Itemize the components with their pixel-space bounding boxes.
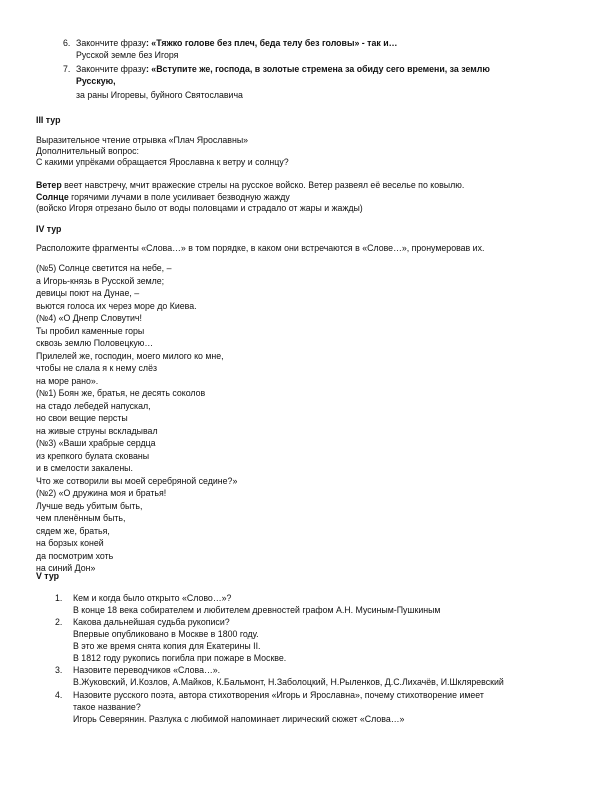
poem-line: вьются голоса их через море до Киева. [36,300,197,311]
tour5-item-question: Кем и когда было открыто «Слово…»? [73,593,232,603]
tour3-task: Выразительное чтение отрывка «Плач Ярославны» [36,135,249,145]
tour5-item-question-cont: такое название? [73,702,141,712]
q7-quote-1: : «Вступите же, господа, в золотые стремена за обиду сего времени, за землю [145,64,490,74]
tour5-item-answer: В конце 18 века собирателем и любителем древностей графом А.Н. Мусиным-Пушкиным [73,605,441,615]
tour5-item-answer: Впервые опубликовано в Москве в 1800 году. [73,629,259,639]
poem-line: Прилелей же, господин, моего милого ко мне, [36,350,224,361]
poem-line: девицы поют на Дунае, – [36,288,140,298]
poem-line: чем пленённым быть, [36,513,126,523]
tour5-item-answer: Игорь Северянин. Разлука с любимой напоминает лирический сюжет «Слова…» [73,714,405,724]
poem-line: сквозь землю Половецкую… [36,338,154,348]
tour3-sun-answer [36,192,290,203]
poem-line: сядем же, братья, [36,525,110,536]
tour5-item-question: Какова дальнейшая судьба рукописи? [73,617,230,627]
poem-line: (№3) «Ваши храбрые сердца [36,438,156,448]
q6-lead: Закончите фразу [76,38,146,48]
q6-answer: Русской земле без Игоря [76,50,179,60]
poem-line: но свои вещие персты [36,413,128,423]
tour5-heading: V тур [36,571,59,581]
poem-line: Лучше ведь убитым быть, [36,500,143,511]
tour3-question: С какими упрёками обращается Ярославна к ветру и солнцу? [36,157,289,167]
q7-lead: Закончите фразу [76,64,146,74]
q7-number: 7. [63,64,71,74]
poem-line: (№2) «О дружина моя и братья! [36,488,167,498]
poem-line: а Игорь-князь в Русской земле; [36,275,165,286]
poem-line: (№4) «О Днепр Словутич! [36,313,142,323]
poem-line: на живые струны вскладывал [36,425,158,436]
q7-answer: за раны Игоревы, буйного Святославича [76,90,243,100]
poem-line: на борзых коней [36,538,104,548]
poem-line: (№1) Боян же, братья, не десять соколов [36,388,206,398]
tour3-extra: Дополнительный вопрос: [36,146,139,156]
tour4-heading: IV тур [36,224,62,234]
q7-question [76,64,490,75]
tour5-item-number: 4. [55,690,63,700]
tour5-item-question: Назовите русского поэта, автора стихотворения «Игорь и Ярославна», почему стихотворение имеет [73,690,484,700]
wind-word: Ветер [36,180,62,190]
poem-line: да посмотрим хоть [36,550,114,561]
q6-question [76,38,397,49]
tour5-item-question: Назовите переводчиков «Слова…». [73,665,221,675]
poem-line: на стадо лебедей напускал, [36,400,151,411]
tour5-item-answer: В 1812 году рукопись погибла при пожаре в Москве. [73,653,287,663]
poem-line: (№5) Солнце светится на небе, – [36,263,172,273]
tour3-wind-answer [36,180,464,191]
tour5-item-number: 1. [55,593,63,603]
tour4-task: Расположите фрагменты «Слова…» в том порядке, в каком они встречаются в «Слове…», пронумеровав их. [36,243,485,253]
tour5-item-answer: В это же время снята копия для Екатерины II. [73,641,261,651]
tour5-item-answer: В.Жуковский, И.Козлов, А.Майков, К.Бальмонт, Н.Заболоцкий, Н.Рыленков, Д.С.Лихачёв, И.Шкляревский [73,677,504,687]
tour3-note: (войско Игоря отрезано было от воды половцами и страдало от жары и жажды) [36,203,363,213]
poem-line: на море рано». [36,375,99,386]
q7-quote-2: Русскую, [76,76,116,86]
poem-line: Что же сотворили вы моей серебряной седине?» [36,475,238,486]
poem-line: из крепкого булата скованы [36,450,150,461]
q6-quote: : «Тяжко голове без плеч, беда телу без головы» - так и… [145,38,398,48]
tour5-item-number: 2. [55,617,63,627]
poem-line: на синий Дон» [36,563,96,573]
poem-line: чтобы не слала я к нему слёз [36,363,157,373]
q6-number: 6. [63,38,71,48]
poem-line: и в смелости закалены. [36,463,133,473]
wind-text: веет навстречу, мчит вражеские стрелы на русское войско. Ветер развеял её веселье по ковылю. [61,180,465,190]
sun-text: горячими лучами в поле усиливает безводную жажду [68,192,290,202]
tour3-heading: III тур [36,115,61,125]
tour5-item-number: 3. [55,665,63,675]
sun-word: Солнце [36,192,69,202]
poem-line: Ты пробил каменные горы [36,325,145,336]
